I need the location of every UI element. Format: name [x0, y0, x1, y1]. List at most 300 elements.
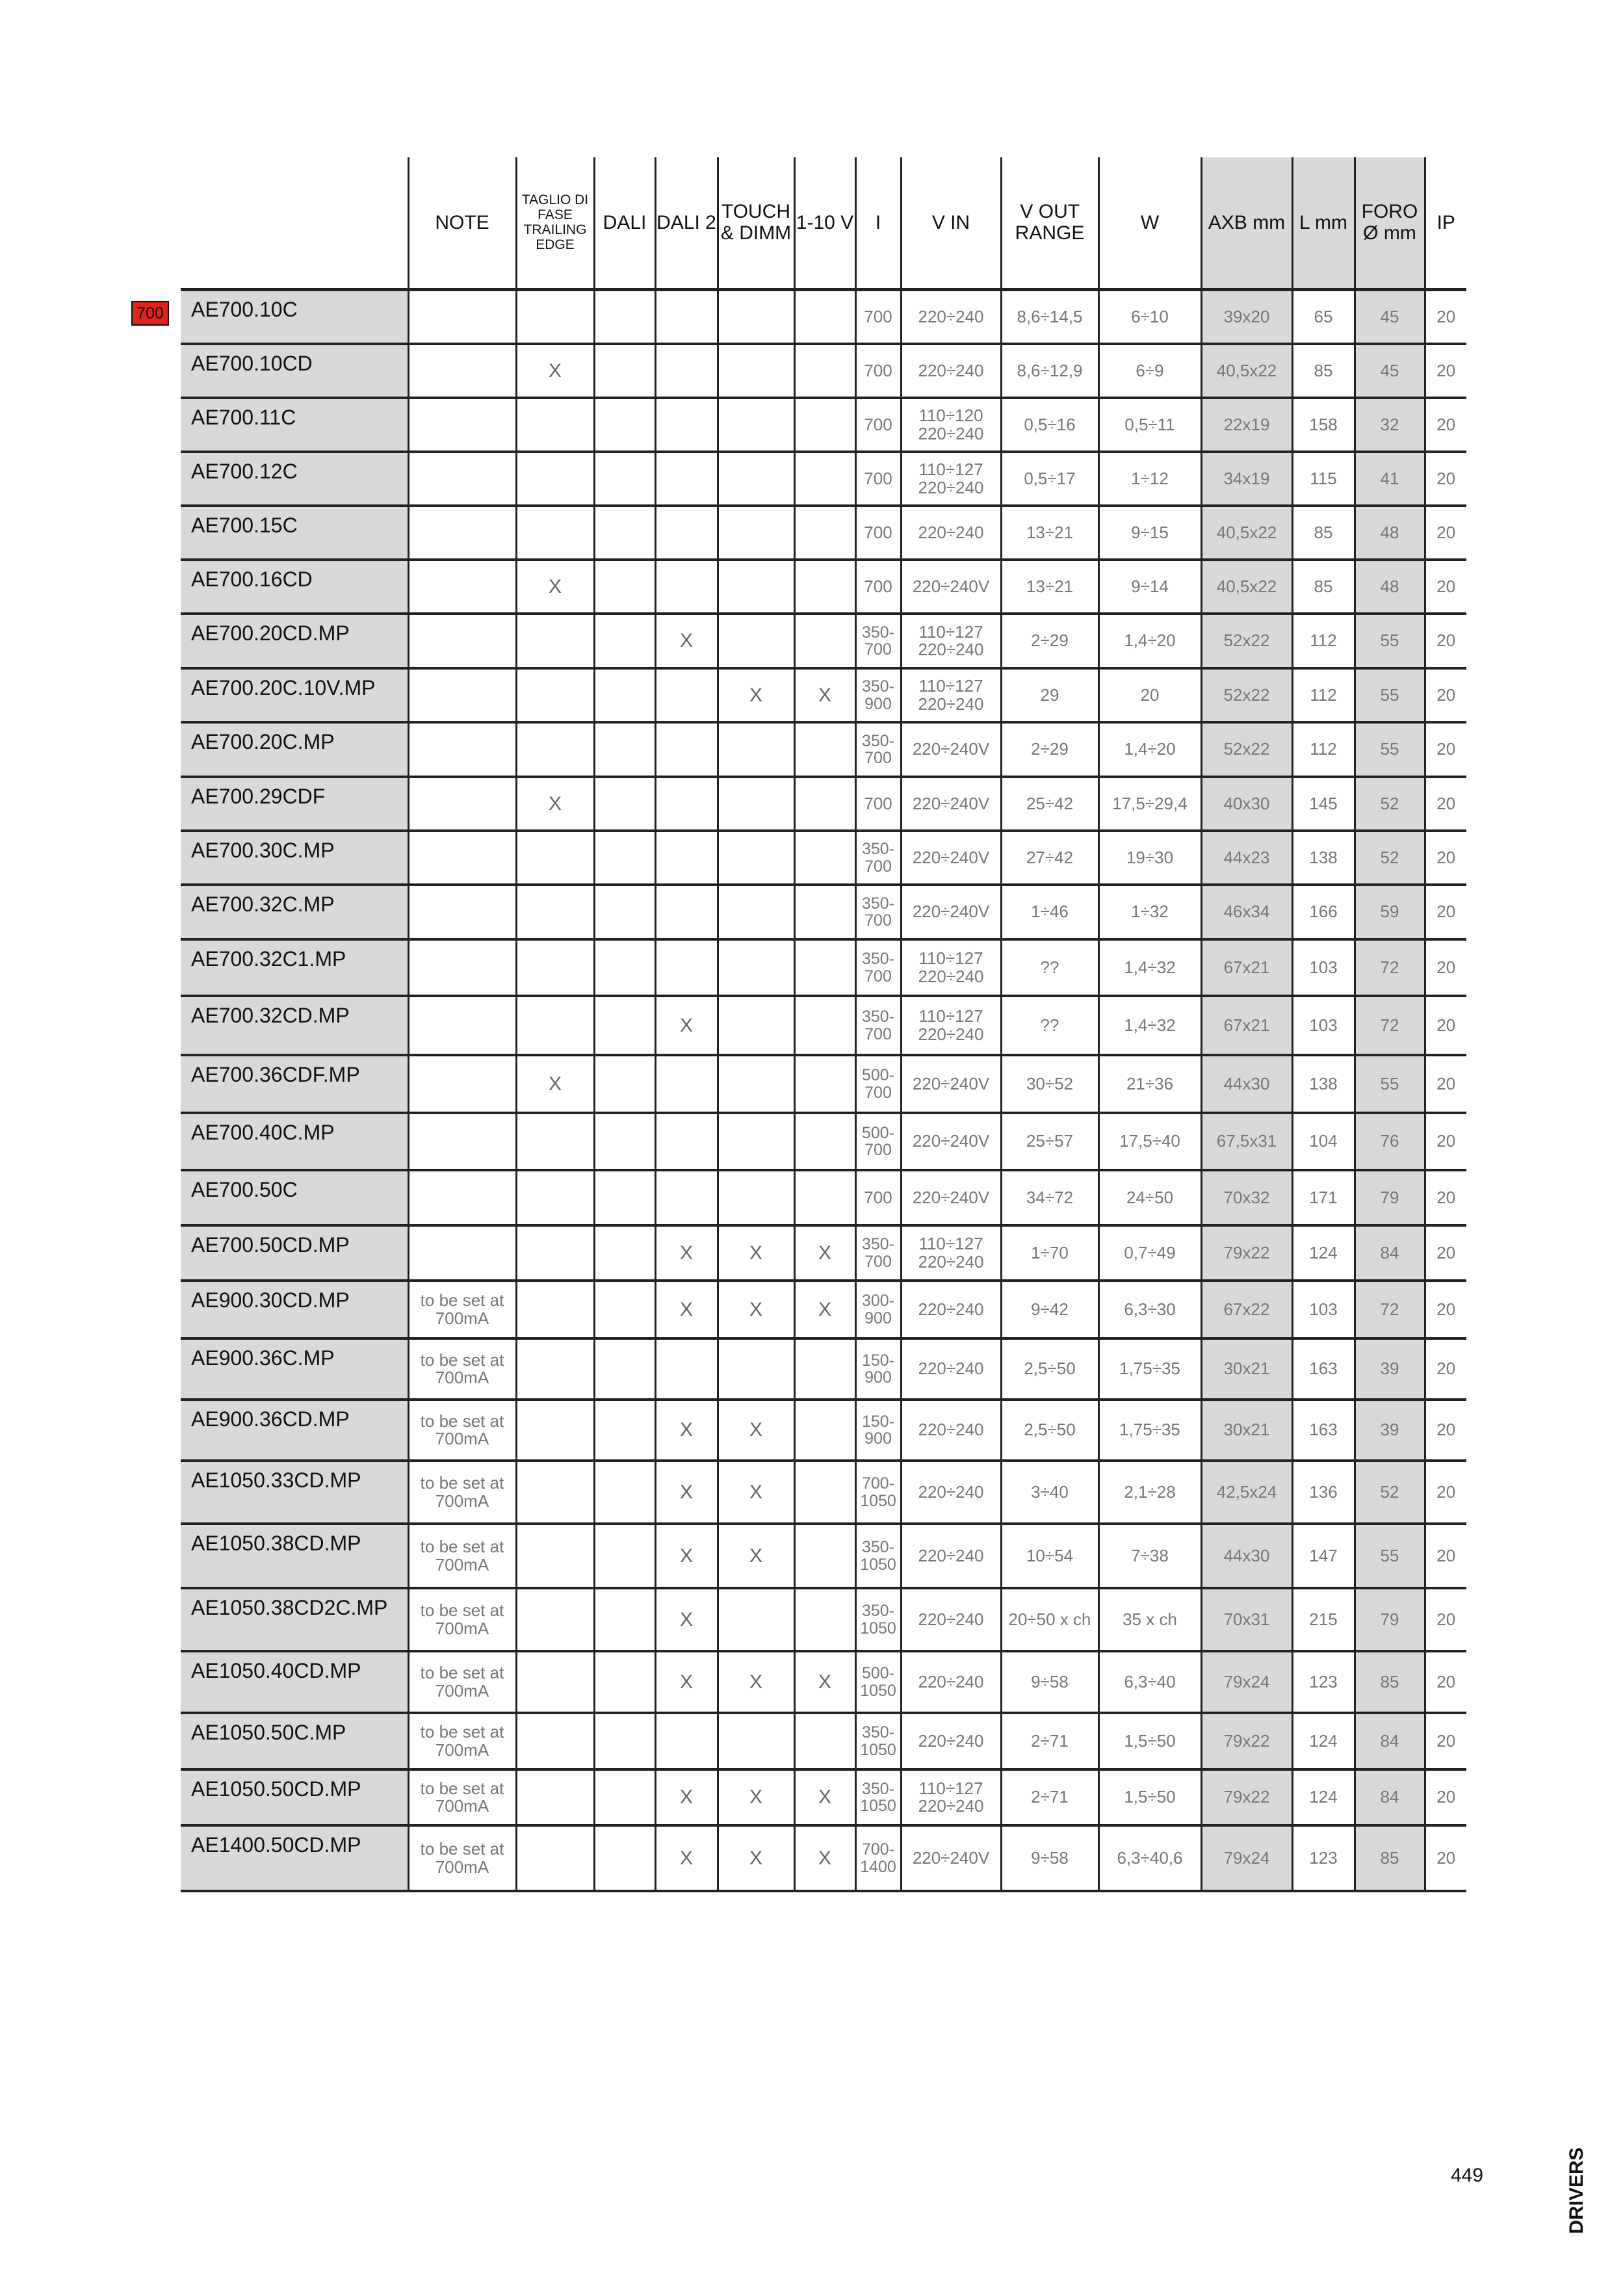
- watt-cell: 0,5÷11: [1098, 398, 1201, 452]
- table-row: [181, 668, 1466, 722]
- dali-cell: [594, 344, 655, 398]
- axb-cell: 52x22: [1201, 668, 1292, 722]
- ip-cell: 20: [1425, 996, 1466, 1055]
- length-cell: 112: [1292, 722, 1355, 777]
- vin-cell-line: 110÷127: [918, 1778, 983, 1798]
- model-cell: AE1050.38CD.MP: [181, 1524, 408, 1588]
- length-cell: 103: [1292, 1281, 1355, 1338]
- dali2-cell: [655, 668, 718, 722]
- taglio-cell: X: [516, 777, 594, 831]
- vout-cell: 0,5÷16: [1001, 398, 1098, 452]
- taglio-cell: [516, 1338, 594, 1400]
- dali2-cell: X: [655, 614, 718, 668]
- taglio-cell: [516, 1825, 594, 1891]
- dali2-cell: X: [655, 1651, 718, 1713]
- length-cell: 145: [1292, 777, 1355, 831]
- vin-cell: [901, 289, 1001, 344]
- watt-cell: 1,75÷35: [1098, 1338, 1201, 1400]
- vout-cell: 2÷71: [1001, 1769, 1098, 1825]
- dali-cell: [594, 1651, 655, 1713]
- watt-cell: 2,1÷28: [1098, 1461, 1201, 1524]
- vin-cell-line: 220÷240: [918, 694, 984, 714]
- taglio-cell: X: [516, 1055, 594, 1113]
- current-cell: [855, 1524, 901, 1588]
- header-length-line1: L: [1299, 211, 1310, 233]
- touch-cell: X: [718, 1524, 794, 1588]
- vout-cell: 2÷29: [1001, 722, 1098, 777]
- table-row: [181, 1338, 1466, 1400]
- model-cell: AE1050.50CD.MP: [181, 1769, 408, 1825]
- v110-cell: X: [794, 668, 855, 722]
- current-cell-line: 700: [864, 468, 892, 488]
- length-cell: 65: [1292, 289, 1355, 344]
- touch-cell: X: [718, 1769, 794, 1825]
- table-row: [181, 1524, 1466, 1588]
- length-cell: 163: [1292, 1400, 1355, 1461]
- current-cell-line: 350-: [861, 731, 895, 750]
- vin-cell: [901, 1338, 1001, 1400]
- table-row: [181, 560, 1466, 614]
- touch-cell: X: [718, 1825, 794, 1891]
- watt-cell: 6÷9: [1098, 344, 1201, 398]
- current-cell-line: 500-: [861, 1123, 895, 1142]
- vout-cell: 2÷71: [1001, 1713, 1098, 1769]
- length-cell: 215: [1292, 1588, 1355, 1651]
- current-cell-line: 350-: [861, 950, 895, 969]
- current-cell: [855, 1113, 901, 1170]
- current-cell: [855, 1055, 901, 1113]
- touch-cell: [718, 996, 794, 1055]
- current-cell-line: 150-: [861, 1351, 895, 1370]
- note-cell: [408, 560, 516, 614]
- watt-cell: 7÷38: [1098, 1524, 1201, 1588]
- vin-cell: [901, 722, 1001, 777]
- dali-cell: [594, 1769, 655, 1825]
- dali-cell: [594, 452, 655, 506]
- watt-cell: 6,3÷40: [1098, 1651, 1201, 1713]
- taglio-cell: [516, 1400, 594, 1461]
- note-cell: to be set at 700mA: [408, 1588, 516, 1651]
- current-cell: [855, 777, 901, 831]
- watt-cell: 24÷50: [1098, 1170, 1201, 1225]
- length-cell: 115: [1292, 452, 1355, 506]
- axb-cell: 44x23: [1201, 831, 1292, 885]
- header-taglio-di-fase: [516, 157, 594, 289]
- current-cell: [855, 996, 901, 1055]
- current-cell-line: 700: [864, 749, 892, 767]
- header-touch-line1: TOUCH: [721, 201, 791, 223]
- axb-cell: 30x21: [1201, 1338, 1292, 1400]
- dali2-cell: [655, 344, 718, 398]
- ip-cell: 20: [1425, 560, 1466, 614]
- vin-cell-line: 220÷240: [918, 360, 984, 380]
- note-cell: to be set at 700mA: [408, 1713, 516, 1769]
- header-vout-range: [1001, 157, 1098, 289]
- length-cell: 104: [1292, 1113, 1355, 1170]
- vin-cell-line: 220÷240V: [912, 902, 990, 922]
- vin-cell: [901, 398, 1001, 452]
- v110-cell: [794, 1338, 855, 1400]
- taglio-cell: [516, 885, 594, 939]
- dali-cell: [594, 777, 655, 831]
- vout-cell: 1÷46: [1001, 885, 1098, 939]
- foro-cell: 41: [1355, 452, 1425, 506]
- ip-cell: 20: [1425, 939, 1466, 996]
- vout-cell: ??: [1001, 996, 1098, 1055]
- current-cell-line: 700-: [861, 1474, 895, 1493]
- touch-cell: [718, 1713, 794, 1769]
- current-cell-line: 350-: [861, 677, 895, 696]
- axb-cell: 52x22: [1201, 614, 1292, 668]
- vin-cell-line: 110÷127: [918, 948, 983, 969]
- model-cell: AE900.36C.MP: [181, 1338, 408, 1400]
- touch-cell: [718, 885, 794, 939]
- current-cell-line: 700: [864, 857, 892, 876]
- v110-cell: [794, 1400, 855, 1461]
- axb-cell: 67x22: [1201, 1281, 1292, 1338]
- header-taglio-line3: TRAILING: [523, 222, 587, 238]
- touch-cell: [718, 1588, 794, 1651]
- vout-cell: 27÷42: [1001, 831, 1098, 885]
- current-cell-line: 150-: [861, 1412, 895, 1431]
- vin-cell-line: 220÷240: [918, 1545, 984, 1565]
- model-cell: AE700.20C.10V.MP: [181, 668, 408, 722]
- current-cell-line: 350-: [861, 1235, 895, 1254]
- v110-cell: X: [794, 1225, 855, 1281]
- header-vout-line2: RANGE: [1015, 222, 1085, 244]
- v110-cell: [794, 1461, 855, 1524]
- length-cell: 158: [1292, 398, 1355, 452]
- current-cell: [855, 1461, 901, 1524]
- current-cell-line: 700: [864, 793, 892, 813]
- dali2-cell: X: [655, 1400, 718, 1461]
- vin-cell-line: 110÷127: [918, 676, 983, 696]
- taglio-cell: [516, 1113, 594, 1170]
- watt-cell: 1,5÷50: [1098, 1769, 1201, 1825]
- touch-cell: [718, 1113, 794, 1170]
- current-cell-line: 700-: [861, 1840, 895, 1859]
- axb-cell: 44x30: [1201, 1055, 1292, 1113]
- vin-cell-line: 110÷127: [918, 1006, 983, 1026]
- vin-cell-line: 220÷240: [918, 1671, 984, 1691]
- dali2-cell: [655, 506, 718, 560]
- axb-cell: 79x22: [1201, 1225, 1292, 1281]
- current-cell: [855, 344, 901, 398]
- table-row: [181, 1461, 1466, 1524]
- ip-cell: 20: [1425, 722, 1466, 777]
- model-cell: AE700.50CD.MP: [181, 1225, 408, 1281]
- dali2-cell: X: [655, 996, 718, 1055]
- vin-cell-line: 110÷127: [918, 621, 983, 642]
- axb-cell: 22x19: [1201, 398, 1292, 452]
- ip-cell: 20: [1425, 1651, 1466, 1713]
- header-current: I: [855, 157, 901, 289]
- vin-cell-line: 220÷240V: [912, 576, 990, 596]
- current-cell-line: 700: [864, 1252, 892, 1271]
- current-cell-line: 1050: [860, 1555, 896, 1574]
- current-cell-line: 350-: [861, 1779, 895, 1798]
- table-row: [181, 1588, 1466, 1651]
- vin-cell: [901, 885, 1001, 939]
- taglio-cell: [516, 939, 594, 996]
- header-foro-line2: Ø: [1363, 222, 1379, 244]
- ip-cell: 20: [1425, 831, 1466, 885]
- page-number: 449: [1451, 2165, 1484, 2186]
- note-cell: [408, 939, 516, 996]
- vin-cell: [901, 1225, 1001, 1281]
- dali-cell: [594, 831, 655, 885]
- axb-cell: 79x24: [1201, 1651, 1292, 1713]
- vin-cell: [901, 1055, 1001, 1113]
- dali-cell: [594, 996, 655, 1055]
- current-cell: [855, 1170, 901, 1225]
- vout-cell: 8,6÷12,9: [1001, 344, 1098, 398]
- note-cell: [408, 1225, 516, 1281]
- axb-cell: 40,5x22: [1201, 344, 1292, 398]
- ip-cell: 20: [1425, 668, 1466, 722]
- vin-cell: [901, 1825, 1001, 1891]
- vin-cell-line: 220÷240: [918, 522, 984, 542]
- foro-cell: 84: [1355, 1713, 1425, 1769]
- vin-cell: [901, 777, 1001, 831]
- dali-cell: [594, 1055, 655, 1113]
- vin-cell-line: 220÷240: [918, 1420, 984, 1440]
- vin-cell-line: 110÷120: [918, 406, 983, 426]
- current-cell-line: 900: [864, 1368, 892, 1387]
- foro-cell: 39: [1355, 1400, 1425, 1461]
- dali2-cell: X: [655, 1825, 718, 1891]
- watt-cell: 1,4÷20: [1098, 722, 1201, 777]
- length-cell: 123: [1292, 1825, 1355, 1891]
- taglio-cell: [516, 1651, 594, 1713]
- dali2-cell: X: [655, 1769, 718, 1825]
- ip-cell: 20: [1425, 1055, 1466, 1113]
- axb-cell: 42,5x24: [1201, 1461, 1292, 1524]
- length-cell: 85: [1292, 506, 1355, 560]
- length-cell: 138: [1292, 831, 1355, 885]
- table-row: [181, 344, 1466, 398]
- dali2-cell: [655, 1338, 718, 1400]
- model-cell: AE700.10C: [181, 289, 408, 344]
- foro-cell: 79: [1355, 1170, 1425, 1225]
- note-cell: [408, 289, 516, 344]
- current-cell-line: 700: [864, 640, 892, 659]
- foro-cell: 55: [1355, 1055, 1425, 1113]
- axb-cell: 40x30: [1201, 777, 1292, 831]
- vin-cell-line: 220÷240: [918, 966, 984, 986]
- vin-cell: [901, 1651, 1001, 1713]
- taglio-cell: [516, 831, 594, 885]
- header-dali: DALI: [594, 157, 655, 289]
- touch-cell: X: [718, 668, 794, 722]
- header-touch-line2: &: [720, 222, 734, 244]
- dali-cell: [594, 1461, 655, 1524]
- foro-cell: 48: [1355, 560, 1425, 614]
- axb-cell: 79x22: [1201, 1769, 1292, 1825]
- model-cell: AE700.40C.MP: [181, 1113, 408, 1170]
- current-cell-line: 1050: [860, 1491, 896, 1510]
- vin-cell-line: 220÷240: [918, 1609, 984, 1629]
- foro-cell: 79: [1355, 1588, 1425, 1651]
- dali2-cell: [655, 939, 718, 996]
- current-cell-line: 1050: [860, 1619, 896, 1637]
- note-cell: [408, 1113, 516, 1170]
- model-cell: AE700.30C.MP: [181, 831, 408, 885]
- axb-cell: 40,5x22: [1201, 560, 1292, 614]
- model-cell: AE700.36CDF.MP: [181, 1055, 408, 1113]
- length-cell: 166: [1292, 885, 1355, 939]
- vin-cell: [901, 1461, 1001, 1524]
- ip-cell: 20: [1425, 1338, 1466, 1400]
- vout-cell: ??: [1001, 939, 1098, 996]
- model-cell: AE700.32CD.MP: [181, 996, 408, 1055]
- vout-cell: 2,5÷50: [1001, 1338, 1098, 1400]
- model-cell: AE1050.50C.MP: [181, 1713, 408, 1769]
- touch-cell: X: [718, 1400, 794, 1461]
- watt-cell: 1÷12: [1098, 452, 1201, 506]
- ip-cell: 20: [1425, 1588, 1466, 1651]
- model-cell: AE900.30CD.MP: [181, 1281, 408, 1338]
- ip-cell: 20: [1425, 344, 1466, 398]
- header-watt: W: [1098, 157, 1201, 289]
- vin-cell: [901, 1588, 1001, 1651]
- model-cell: AE700.29CDF: [181, 777, 408, 831]
- watt-cell: 1,5÷50: [1098, 1713, 1201, 1769]
- dali2-cell: [655, 398, 718, 452]
- dali-cell: [594, 722, 655, 777]
- foro-cell: 72: [1355, 939, 1425, 996]
- v110-cell: X: [794, 1281, 855, 1338]
- table-row: [181, 939, 1466, 996]
- vin-cell-line: 220÷240: [918, 477, 984, 497]
- taglio-cell: [516, 289, 594, 344]
- v110-cell: [794, 831, 855, 885]
- foro-cell: 55: [1355, 1524, 1425, 1588]
- taglio-cell: [516, 668, 594, 722]
- taglio-cell: X: [516, 344, 594, 398]
- model-cell: AE700.10CD: [181, 344, 408, 398]
- axb-cell: 30x21: [1201, 1400, 1292, 1461]
- length-cell: 124: [1292, 1769, 1355, 1825]
- watt-cell: 6÷10: [1098, 289, 1201, 344]
- dali-cell: [594, 1588, 655, 1651]
- vout-cell: 25÷42: [1001, 777, 1098, 831]
- foro-cell: 52: [1355, 831, 1425, 885]
- v110-cell: [794, 1055, 855, 1113]
- table-row: [181, 1281, 1466, 1338]
- vin-cell: [901, 452, 1001, 506]
- vin-cell: [901, 996, 1001, 1055]
- dali-cell: [594, 1713, 655, 1769]
- foro-cell: 85: [1355, 1825, 1425, 1891]
- ip-cell: 20: [1425, 452, 1466, 506]
- touch-cell: [718, 939, 794, 996]
- ip-cell: 20: [1425, 1524, 1466, 1588]
- v110-cell: [794, 1170, 855, 1225]
- length-cell: 123: [1292, 1651, 1355, 1713]
- model-cell: AE700.20CD.MP: [181, 614, 408, 668]
- vin-cell: [901, 1170, 1001, 1225]
- vin-cell-line: 220÷240V: [912, 847, 990, 867]
- watt-cell: 1,4÷32: [1098, 939, 1201, 996]
- touch-cell: [718, 560, 794, 614]
- current-cell: [855, 1651, 901, 1713]
- vin-cell: [901, 560, 1001, 614]
- current-cell-line: 700: [864, 1024, 892, 1043]
- current-cell: [855, 506, 901, 560]
- note-cell: [408, 614, 516, 668]
- current-cell: [855, 1825, 901, 1891]
- current-cell-line: 900: [864, 1429, 892, 1448]
- axb-cell: 79x22: [1201, 1713, 1292, 1769]
- current-cell: [855, 939, 901, 996]
- foro-cell: 85: [1355, 1651, 1425, 1713]
- dali-cell: [594, 1170, 655, 1225]
- taglio-cell: [516, 1225, 594, 1281]
- current-cell-line: 1050: [860, 1681, 896, 1700]
- model-cell: AE900.36CD.MP: [181, 1400, 408, 1461]
- vin-cell-line: 220÷240: [918, 1251, 984, 1272]
- foro-cell: 48: [1355, 506, 1425, 560]
- foro-cell: 72: [1355, 996, 1425, 1055]
- table-row: [181, 885, 1466, 939]
- note-cell: [408, 831, 516, 885]
- vin-cell-line: 220÷240V: [912, 793, 990, 813]
- table-row: [181, 1225, 1466, 1281]
- foro-cell: 76: [1355, 1113, 1425, 1170]
- axb-cell: 34x19: [1201, 452, 1292, 506]
- current-cell: [855, 1400, 901, 1461]
- current-cell-line: 700: [864, 1141, 892, 1159]
- vin-cell-line: 220÷240: [918, 1299, 984, 1319]
- table-row: [181, 1713, 1466, 1769]
- table-row: [181, 1170, 1466, 1225]
- model-cell: AE1050.38CD2C.MP: [181, 1588, 408, 1651]
- vout-cell: 8,6÷14,5: [1001, 289, 1098, 344]
- foro-cell: 39: [1355, 1338, 1425, 1400]
- note-cell: [408, 1055, 516, 1113]
- watt-cell: 6,3÷30: [1098, 1281, 1201, 1338]
- length-cell: 112: [1292, 614, 1355, 668]
- touch-cell: [718, 614, 794, 668]
- current-cell: [855, 722, 901, 777]
- vin-cell-line: 220÷240V: [912, 1073, 990, 1093]
- vin-cell-line: 220÷240: [918, 423, 984, 443]
- axb-cell: 67,5x31: [1201, 1113, 1292, 1170]
- v110-cell: [794, 722, 855, 777]
- dali-cell: [594, 1825, 655, 1891]
- dali-cell: [594, 289, 655, 344]
- model-cell: AE1050.33CD.MP: [181, 1461, 408, 1524]
- table-row: [181, 1769, 1466, 1825]
- current-cell: [855, 1225, 901, 1281]
- vin-cell: [901, 1524, 1001, 1588]
- vout-cell: 3÷40: [1001, 1461, 1098, 1524]
- vin-cell-line: 220÷240: [918, 1024, 984, 1044]
- ip-cell: 20: [1425, 289, 1466, 344]
- foro-cell: 59: [1355, 885, 1425, 939]
- foro-cell: 55: [1355, 722, 1425, 777]
- dali-cell: [594, 1400, 655, 1461]
- current-cell-line: 700: [864, 911, 892, 930]
- taglio-cell: [516, 1713, 594, 1769]
- dali2-cell: [655, 1113, 718, 1170]
- ip-cell: 20: [1425, 1170, 1466, 1225]
- header-axb-line1: AXB: [1208, 211, 1247, 233]
- header-taglio-line4: EDGE: [536, 237, 575, 253]
- table-row: [181, 506, 1466, 560]
- header-foro-line3: mm: [1383, 222, 1416, 244]
